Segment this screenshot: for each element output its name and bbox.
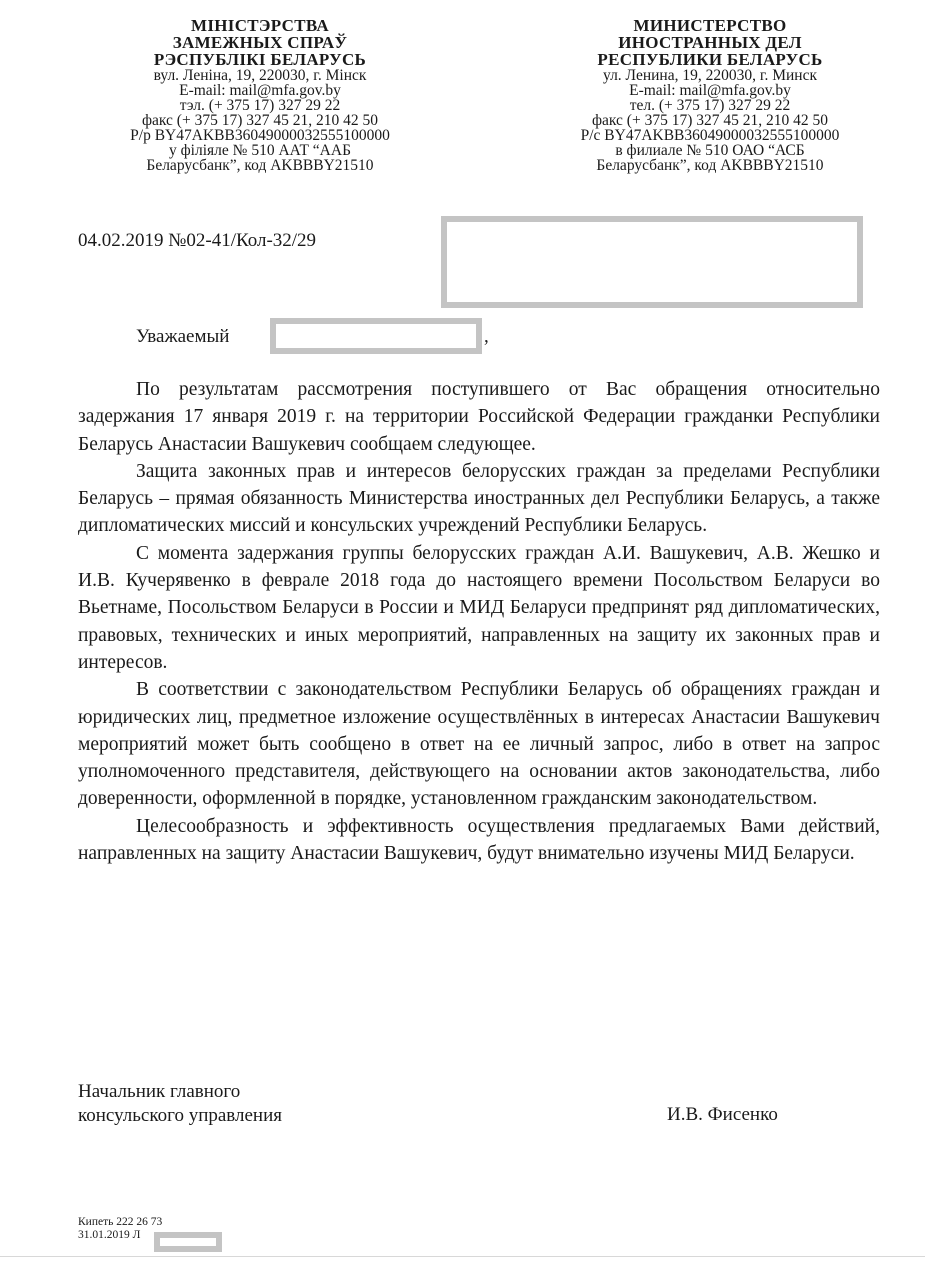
- greeting-comma: ,: [484, 326, 489, 347]
- bank-branch: у філіяле № 510 ААТ “ААБ: [169, 142, 351, 159]
- fax: факс (+ 375 17) 327 45 21, 210 42 50: [141, 112, 378, 129]
- redacted-initials-box: [154, 1232, 222, 1252]
- paragraph: В соответствии с законодательством Республики Беларусь об обращениях граждан и юридических лиц, предметное изложение осуществлённых в интересах Анастасии Вашукевич мероприятий может быть сообщено в ответ на ее личный запрос, либо в ответ на запрос уполномоченного представителя, действующего на основании актов законодательства, либо доверенности, оформленной в порядке, установленном гражданским законодательством.: [78, 679, 880, 810]
- org-name-line: РЭСПУБЛІКІ БЕЛАРУСЬ: [153, 50, 367, 69]
- org-name-line: МИНИСТЕРСТВО: [633, 16, 787, 35]
- letterhead-belarusian: [80, 17, 440, 173]
- email: E-mail: mail@mfa.gov.by: [179, 82, 341, 99]
- bank-account: Р/с BY47AKBB36049000032555100000: [580, 127, 840, 144]
- org-name-line: ИНОСТРАННЫХ ДЕЛ: [618, 33, 802, 52]
- greeting: Уважаемый: [136, 326, 230, 347]
- signatory-title-line: Начальник главного: [78, 1081, 241, 1102]
- letter-body: [78, 376, 880, 867]
- paragraph: Целесообразность и эффективность осуществления предлагаемых Вами действий, направленных на защиту Анастасии Вашукевич, будут внимательно изучены МИД Беларуси.: [78, 815, 880, 865]
- phone: тел. (+ 375 17) 327 29 22: [629, 97, 791, 114]
- org-name-line: ЗАМЕЖНЫХ СПРАЎ: [172, 33, 348, 52]
- phone: тэл. (+ 375 17) 327 29 22: [179, 97, 341, 114]
- signatory-title-line: консульского управления: [78, 1105, 283, 1126]
- page-divider: [0, 1256, 925, 1257]
- signatory-name: И.В. Фисенко: [667, 1104, 778, 1125]
- reference-number: 04.02.2019 №02-41/Кол-32/29: [78, 230, 317, 251]
- redacted-name-box: [270, 318, 482, 354]
- bank-code: Беларусбанк”, код AKBBBY21510: [596, 157, 824, 174]
- paragraph: Защита законных прав и интересов белорусских граждан за пределами Республики Беларусь – прямая обязанность Министерства иностранных дел Республики Беларусь, а также дипломатических миссий и консульских учреждений Республики Беларусь.: [78, 460, 880, 537]
- bank-code: Беларусбанк”, код AKBBBY21510: [146, 157, 374, 174]
- org-name-line: МІНІСТЭРСТВА: [191, 16, 329, 35]
- org-name-line: РЕСПУБЛИКИ БЕЛАРУСЬ: [597, 50, 823, 69]
- bank-branch: в филиале № 510 ОАО “АСБ: [615, 142, 805, 159]
- address: ул. Ленина, 19, 220030, г. Минск: [603, 67, 817, 84]
- address: вул. Леніна, 19, 220030, г. Мінск: [153, 67, 367, 84]
- redacted-addressee-box: [441, 216, 863, 308]
- fax: факс (+ 375 17) 327 45 21, 210 42 50: [591, 112, 828, 129]
- letterhead-russian: [540, 17, 880, 173]
- executor-date: 31.01.2019 Л: [78, 1229, 141, 1241]
- executor-footer: [78, 1216, 162, 1242]
- bank-account: Р/р BY47AKBB36049000032555100000: [130, 127, 390, 144]
- signatory-title: [78, 1080, 282, 1128]
- email: E-mail: mail@mfa.gov.by: [629, 82, 791, 99]
- paragraph: По результатам рассмотрения поступившего от Вас обращения относительно задержания 17 января 2019 г. на территории Российской Федерации гражданки Республики Беларусь Анастасии Вашукевич сообщаем следующее.: [78, 379, 880, 455]
- executor-phone: Кипеть 222 26 73: [78, 1216, 163, 1228]
- paragraph: С момента задержания группы белорусских граждан А.И. Вашукевич, А.В. Жешко и И.В. Кучерявенко в феврале 2018 года до настоящего времени Посольством Беларуси во Вьетнаме, Посольством Беларуси в России и МИД Беларуси предпринят ряд дипломатических, правовых, технических и иных мероприятий, направленных на защиту их законных прав и интересов.: [78, 542, 880, 673]
